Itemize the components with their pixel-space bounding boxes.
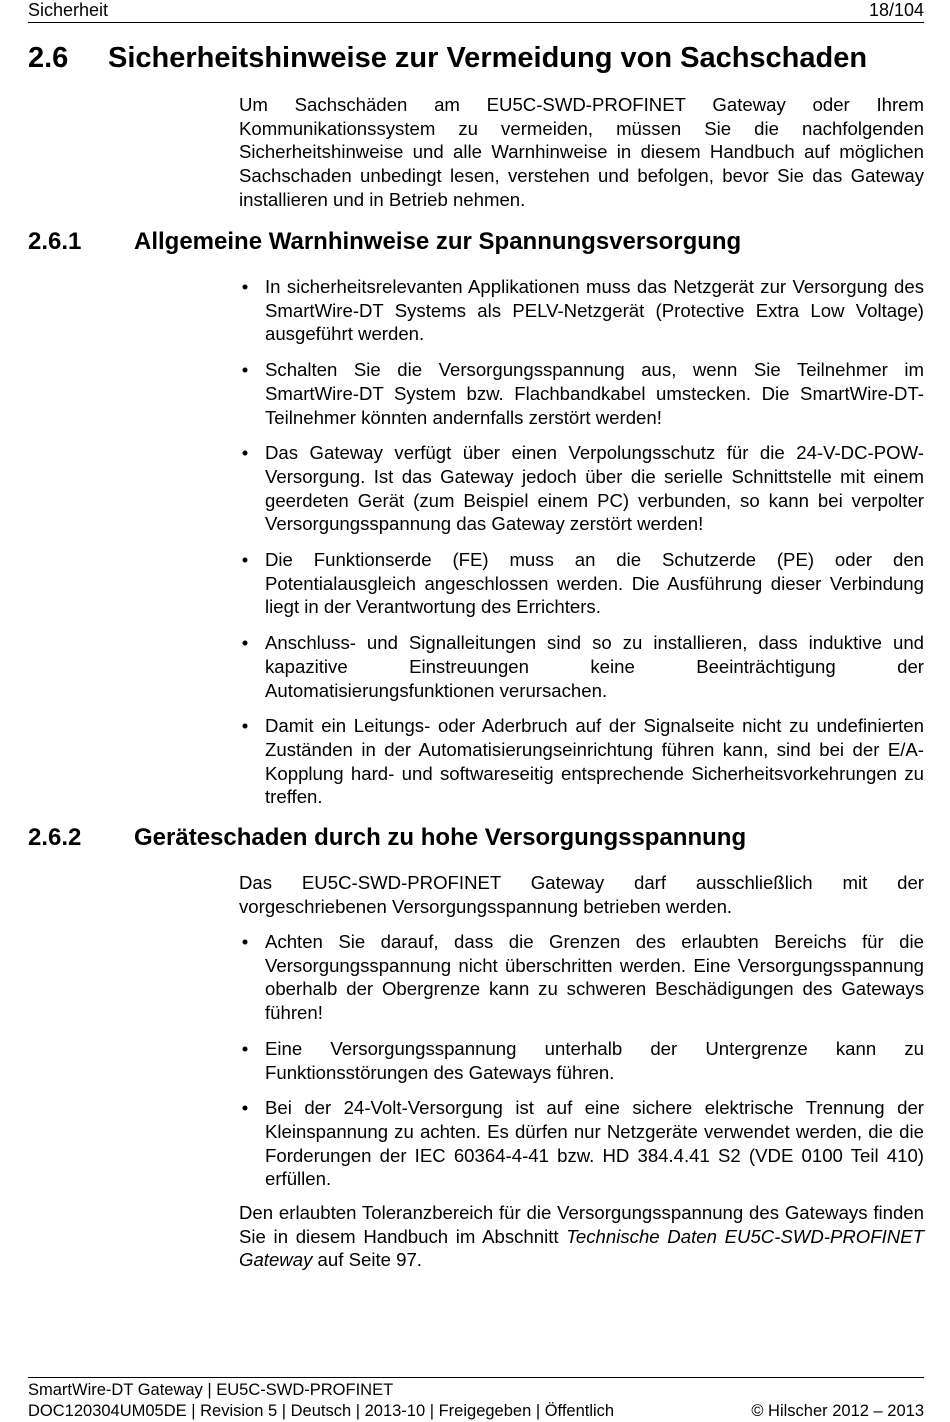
list-item-text: Eine Versorgungsspannung unterhalb der Untergrenze kann zu Funktionsstörungen des Gateways führen. xyxy=(265,1037,924,1083)
section-2-6-2-intro: Das EU5C-SWD-PROFINET Gateway darf ausschließlich mit der vorgeschriebenen Versorgungsspannung betrieben werden. xyxy=(239,872,924,917)
heading-2-6-2 xyxy=(28,823,746,853)
bullet-icon: • xyxy=(241,715,249,737)
list-item-text: Bei der 24-Volt-Versorgung ist auf eine sichere elektrische Trennung der Kleinspannung zu achten. Es dürfen nur Netzgeräte verwendet werden, die die Forderungen der IEC 60364-4-41 bzw. HD 384.4.41 S2 (VDE 0100 Teil 410) erfüllen. xyxy=(265,1097,924,1190)
heading-2-6-1-title: Allgemeine Warnhinweise zur Spannungsversorgung xyxy=(134,228,742,255)
footer-document-info: DOC120304UM05DE | Revision 5 | Deutsch | 2013-10 | Freigegeben | Öffentlich xyxy=(28,1402,615,1420)
outro-text-after: auf Seite 97. xyxy=(312,1249,422,1271)
list-item-text: Anschluss- und Signalleitungen sind so zu installieren, dass induktive und kapazitive Einstreuungen keine Beeinträchtigung der Automatisierungsfunktionen verursachen. xyxy=(265,632,924,701)
outro-text-before: Den erlaubten Toleranzbereich für die Versorgungsspannung des Gateways finden Sie in diesem Handbuch im Abschnitt xyxy=(239,1202,924,1247)
list-item-text: In sicherheitsrelevanten Applikationen muss das Netzgerät zur Versorgung des SmartWire-DT Systems als PELV-Netzgerät (Protective Extra Low Voltage) ausgeführt werden. xyxy=(265,276,924,345)
list-item-text: Schalten Sie die Versorgungsspannung aus, wenn Sie Teilnehmer im SmartWire-DT System bzw. Flachbandkabel umstecken. Die SmartWire-DT-Teilnehmer könnten andernfalls zerstört werden! xyxy=(265,359,924,428)
bullet-icon: • xyxy=(241,359,249,381)
bullet-icon: • xyxy=(241,931,249,952)
footer-product-line: SmartWire-DT Gateway | EU5C-SWD-PROFINET xyxy=(28,1381,394,1399)
list-item xyxy=(239,714,924,809)
section-2-6-intro: Um Sachschäden am EU5C-SWD-PROFINET Gateway oder Ihrem Kommunikationssystem zu vermeiden, müssen Sie die nachfolgenden Sicherheitshinweise und alle Warnhinweise in diesem Handbuch auf möglichen Sachschaden unbedingt lesen, verstehen und befolgen, bevor Sie das Gateway installieren und in Betrieb nehmen. xyxy=(239,94,924,210)
bullet-icon: • xyxy=(241,442,249,464)
section-2-6-2-bullet-list xyxy=(239,930,924,1203)
list-item xyxy=(239,1037,924,1084)
heading-2-6-2-title: Geräteschaden durch zu hohe Versorgungsspannung xyxy=(134,824,747,851)
list-item xyxy=(239,631,924,702)
footer-doc-row xyxy=(28,1401,924,1422)
page-header xyxy=(28,0,924,23)
bullet-icon: • xyxy=(241,276,249,297)
bullet-icon: • xyxy=(241,1097,249,1119)
footer-copyright: © Hilscher 2012 – 2013 xyxy=(751,1402,924,1420)
header-section-title: Sicherheit xyxy=(28,0,109,20)
bullet-icon: • xyxy=(241,549,249,571)
heading-2-6-title: Sicherheitshinweise zur Vermeidung von Sachschaden xyxy=(108,42,868,74)
bullet-icon: • xyxy=(241,1037,249,1059)
page-footer xyxy=(28,1377,924,1422)
heading-2-6-2-number: 2.6.2 xyxy=(28,824,82,851)
list-item xyxy=(239,275,924,346)
cross-reference-link[interactable]: Technische Daten EU5C-SWD-PROFINET Gateway xyxy=(239,1225,924,1271)
list-item xyxy=(239,358,924,429)
list-item xyxy=(239,441,924,536)
list-item-text: Achten Sie darauf, dass die Grenzen des erlaubten Bereichs für die Versorgungsspannung nicht überschritten werden. Eine Versorgungsspannung oberhalb der Obergrenze kann zu schweren Beschädigungen des Gateways führen! xyxy=(265,931,924,1024)
heading-2-6-number: 2.6 xyxy=(28,42,69,74)
list-item xyxy=(239,930,924,1025)
list-item-text: Das Gateway verfügt über einen Verpolungsschutz für die 24-V-DC-POW-Versorgung. Ist das Gateway jedoch über die serielle Schnittstelle mit einem geerdeten Gerät (zum Beispiel einem PC) verbunden, so kann bei verpolter Versorgungsspannung das Gateway zerstört werden! xyxy=(265,442,924,535)
bullet-icon: • xyxy=(241,632,249,654)
header-page-number: 18/104 xyxy=(868,0,924,20)
list-item-text: Die Funktionserde (FE) muss an die Schutzerde (PE) oder den Potentialausgleich angeschlossen werden. Die Ausführung dieser Verbindung liegt in der Verantwortung des Errichters. xyxy=(265,549,924,618)
list-item xyxy=(239,548,924,619)
heading-2-6-1 xyxy=(28,227,741,257)
section-2-6-2-outro xyxy=(239,1201,924,1272)
section-2-6-1-bullet-list xyxy=(239,275,924,821)
heading-2-6 xyxy=(28,40,867,76)
heading-2-6-1-number: 2.6.1 xyxy=(28,228,82,255)
list-item-text: Damit ein Leitungs- oder Aderbruch auf der Signalseite nicht zu undefinierten Zuständen in der Automatisierungseinrichtung führen kann, sind bei der E/A-Kopplung hard- und softwareseitig entsprechende Sicherheitsvorkehrungen zu treffen. xyxy=(265,715,924,808)
list-item xyxy=(239,1096,924,1191)
